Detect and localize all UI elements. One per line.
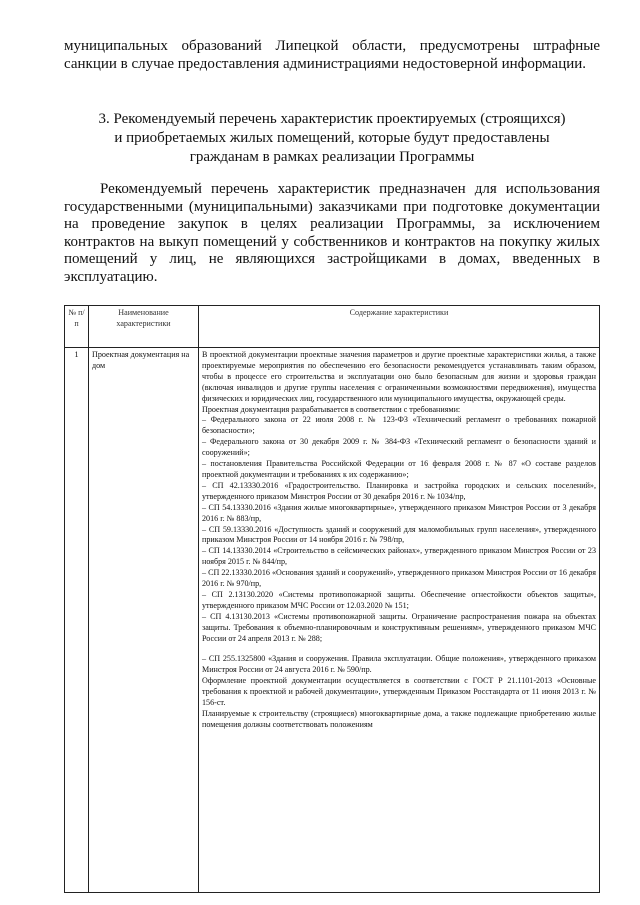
body-paragraph: Рекомендуемый перечень характеристик предназначен для использования государственными (муниципальными) заказчиками при подготовке документации на проведение закупок в целях реализации Программы, за исключением контрактов на выкуп помещений у собственников и контрактов на покупку жилых помещений у лиц, не являющихся застройщиками в домах, введенных в эксплуатацию. [64, 181, 600, 285]
content-paragraph: – СП 14.13330.2014 «Строительство в сейсмических районах», утвержденного приказом Минстроя России от 23 ноября 2015 г. № 844/пр, [202, 546, 596, 567]
table-header-row [65, 306, 600, 348]
row-content [199, 348, 600, 893]
intro-text: муниципальных образований Липецкой области, предусмотрены штрафные санкции в случае предоставления администрациями недостоверной информации. [64, 38, 600, 72]
row-number: 1 [65, 348, 89, 893]
section-heading-line: и приобретаемых жилых помещений, которые будут предоставлены [114, 130, 550, 146]
characteristics-table [64, 305, 600, 893]
section-heading-line: гражданам в рамках реализации Программы [189, 149, 475, 165]
section-heading [64, 110, 600, 167]
content-paragraph: – СП 255.1325800 «Здания и сооружения. Правила эксплуатации. Общие положения», утвержденного приказом Минстроя России от 24 августа 2016 г. № 590/пр. [202, 654, 596, 675]
row-name: Проектная документация на дом [89, 348, 199, 893]
content-paragraph: Оформление проектной документации осуществляется в соответствии с ГОСТ Р 21.1101-2013 «Основные требования к проектной и рабочей документации», утвержденным Приказом Росстандарта от 11 июня 2013 г. № 156-ст. [202, 676, 596, 708]
content-paragraph: Планируемые к строительству (строящиеся) многоквартирные дома, а также подлежащие приобретению жилые помещения должны соответствовать положениям [202, 709, 596, 729]
content-paragraph: – СП 42.13330.2016 «Градостроительство. Планировка и застройка городских и сельских поселений», утвержденного приказом Минстроя России от 30 декабря 2016 г. № 1034/пр, [202, 480, 596, 501]
section-heading-line: 3. Рекомендуемый перечень характеристик проектируемых (строящихся) [98, 111, 566, 127]
content-paragraph: – СП 2.13130.2020 «Системы противопожарной защиты. Обеспечение огнестойкости объектов защиты», утвержденного приказом МЧС России от 12.03.2020 № 151; [202, 589, 596, 610]
header-content: Содержание характеристики [199, 306, 600, 348]
content-paragraph: – Федерального закона от 22 июля 2008 г. № 123-ФЗ «Технический регламент о требованиях пожарной безопасности»; [202, 415, 596, 436]
content-paragraph: – СП 4.13130.2013 «Системы противопожарной защиты. Ограничение распространения пожара на объектах защиты. Требования к объемно-планировочным и конструктивным решениям», утвержденного приказом МЧС России от 24 апреля 2013 г. № 288; [202, 611, 596, 643]
content-paragraph: – СП 54.13330.2016 «Здания жилые многоквартирные», утвержденного приказом Минстроя России от 3 декабря 2016 г. № 883/пр, [202, 502, 596, 523]
content-paragraph: – СП 22.13330.2016 «Основания зданий и сооружений», утвержденного приказом Минстроя России от 16 декабря 2016 г. № 970/пр, [202, 568, 596, 589]
content-paragraph: – Федерального закона от 30 декабря 2009 г. № 384-ФЗ «Технический регламент о безопасности зданий и сооружений»; [202, 437, 596, 458]
header-number: № п/п [65, 306, 89, 348]
table-row [65, 348, 600, 893]
content-paragraph: Проектная документация разрабатывается в соответствии с требованиями: [202, 404, 461, 414]
content-paragraph: В проектной документации проектные значения параметров и другие проектные характеристики жилья, а также проектируемые мероприятия по обеспечению его безопасности рекомендуется устанавливать таким образом, чтобы в процессе его строительства и эксплуатации оно было безопасным для жизни и здоровья граждан (включая инвалидов и другие группы населения с ограниченными возможностями передвижения), имущества физических и юридических лиц, государственного или муниципального имущества, окружающей среды. [202, 350, 596, 403]
content-paragraph: – СП 59.13330.2016 «Доступность зданий и сооружений для маломобильных групп населения», утвержденного приказом Минстроя России от 14 ноября 2016 г. № 798/пр, [202, 524, 596, 545]
content-paragraph: – постановления Правительства Российской Федерации от 16 февраля 2008 г. № 87 «О составе разделов проектной документации и требованиях к их содержанию»; [202, 459, 596, 479]
header-name: Наименование характеристики [89, 306, 199, 348]
